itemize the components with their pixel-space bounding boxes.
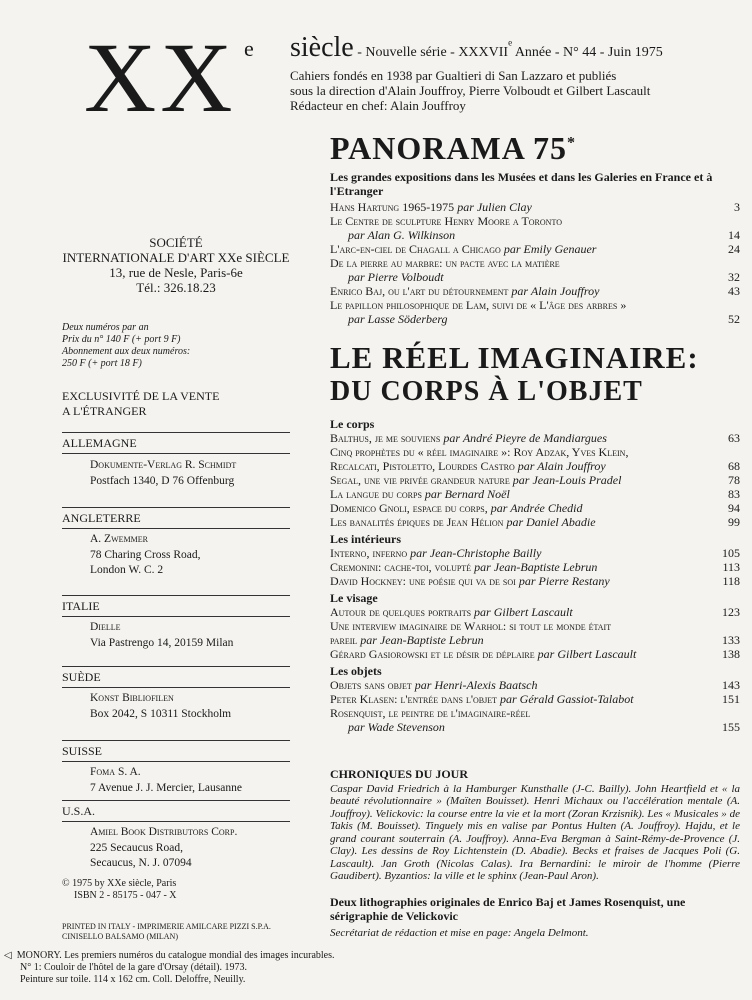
toc-title: David Hockney: une poésie qui va de soi: [330, 574, 516, 588]
secretariat-note: Secrétariat de rédaction et mise en page: Angela Delmont.: [330, 927, 589, 939]
caption-arrow-icon: ◁: [4, 950, 12, 961]
country-heading: ANGLETERRE: [62, 511, 141, 525]
panorama-title: [330, 130, 576, 167]
toc-entry[interactable]: [330, 574, 740, 588]
toc-title: Gérard Gasiorowski et le désir de déplaire: [330, 647, 535, 661]
toc-title: Segal, une vie privée grandeur nature: [330, 473, 510, 487]
toc-entry[interactable]: [330, 431, 740, 445]
toc-title: Cremonini: cache-toi, volupté: [330, 560, 472, 574]
toc-author: par Jean-Baptiste Lebrun: [471, 560, 598, 574]
society-phone: Tél.: 326.18.23: [136, 280, 216, 295]
price-line: Abonnement aux deux numéros:: [62, 346, 191, 357]
toc-page: 105: [722, 546, 740, 560]
exclusivity-block: [62, 389, 290, 419]
toc-author: par Alain Jouffroy: [508, 284, 600, 298]
toc-entry[interactable]: [330, 619, 740, 647]
divider: [62, 761, 290, 762]
distributor-address: Via Pastrengo 14, 20159 Milan: [90, 636, 234, 649]
toc-author: par Gérald Gassiot-Talabot: [497, 692, 634, 706]
toc-author: par Lasse Söderberg: [348, 312, 448, 326]
toc-author: par Jean-Christophe Bailly: [407, 546, 542, 560]
credits-line: Rédacteur en chef: Alain Jouffroy: [290, 98, 466, 113]
masthead-issue: Année - N° 44 - Juin 1975: [512, 45, 663, 60]
price-block: [62, 322, 290, 370]
main-toc: [330, 414, 740, 734]
toc-title: Peter Klasen: l'entrée dans l'objet: [330, 692, 497, 706]
toc-entry[interactable]: [330, 546, 740, 560]
distributor-name: Dielle: [90, 621, 121, 633]
toc-page: 118: [722, 574, 740, 588]
distributor: [90, 825, 300, 872]
chroniques-heading: CHRONIQUES DU JOUR: [330, 767, 469, 781]
toc-entry[interactable]: [330, 487, 740, 501]
printer-line: PRINTED IN ITALY - IMPRIMERIE AMILCARE PIZZI S.P.A.: [62, 922, 271, 931]
toc-entry[interactable]: [330, 678, 740, 692]
divider: [62, 666, 290, 667]
toc-author: par Alain Jouffroy: [514, 459, 606, 473]
panorama-toc: [330, 200, 740, 326]
toc-entry[interactable]: [330, 256, 740, 284]
panorama-star: *: [567, 134, 577, 152]
toc-author: par André Pieyre de Mandiargues: [440, 431, 607, 445]
divider: [62, 740, 290, 741]
panorama-title-text: PANORAMA 75: [330, 130, 568, 166]
toc-page: 143: [722, 678, 740, 692]
distributor-name: A. Zwemmer: [90, 533, 148, 545]
masthead-siecle: siècle: [290, 32, 354, 63]
toc-author: par Andrée Chedid: [487, 501, 583, 515]
toc-entry[interactable]: [330, 647, 740, 661]
toc-page: 138: [722, 647, 740, 661]
distributor: [90, 765, 300, 796]
masthead-e: e: [244, 36, 254, 61]
toc-title: Enrico Baj, ou l'art du détournement: [330, 284, 509, 298]
section-heading: Le corps: [330, 417, 375, 431]
society-block: [62, 235, 290, 295]
divider: [62, 453, 290, 454]
panorama-subtitle: Les grandes expositions dans les Musées et dans les Galeries en France et à l'Etranger: [330, 170, 713, 198]
toc-page: 63: [728, 431, 740, 445]
distributor: [90, 691, 300, 722]
toc-page: 99: [728, 515, 740, 529]
masthead-xx: XX: [84, 22, 237, 133]
masthead-credits: [290, 68, 740, 113]
society-line: INTERNATIONALE D'ART XXe SIÈCLE: [62, 250, 290, 265]
divider: [62, 687, 290, 688]
toc-entry[interactable]: [330, 706, 740, 734]
price-line: 250 F (+ port 18 F): [62, 358, 142, 369]
toc-title: Autour de quelques portraits: [330, 605, 472, 619]
toc-author: par Alan G. Wilkinson: [348, 228, 456, 242]
toc-entry[interactable]: [330, 214, 740, 242]
printer-block: [62, 922, 290, 942]
toc-page: 83: [728, 487, 740, 501]
toc-title: Balthus, je me souviens: [330, 431, 441, 445]
section-heading: Les objets: [330, 664, 382, 678]
toc-title: Hans Hartung 1965-1975: [330, 200, 455, 214]
country-heading: ITALIE: [62, 599, 100, 613]
credits-line: sous la direction d'Alain Jouffroy, Pierre Volboudt et Gilbert Lascault: [290, 83, 651, 98]
country-heading: ALLEMAGNE: [62, 436, 137, 450]
main-title-line1: LE RÉEL IMAGINAIRE:: [330, 340, 699, 375]
distributor-address: London W. C. 2: [90, 564, 164, 576]
toc-title: Recalcati, Pistoletto, Lourdes Castro: [330, 459, 515, 473]
toc-title: Une interview imaginaire de Warhol: si tout le monde était: [330, 619, 612, 633]
toc-title: L'arc-en-ciel de Chagall a Chicago: [330, 242, 501, 256]
toc-title: pareil: [330, 633, 358, 647]
toc-entry[interactable]: [330, 605, 740, 619]
toc-page: 155: [722, 720, 740, 734]
distributor-name: Amiel Book Distributors Corp.: [90, 826, 238, 838]
divider: [62, 800, 290, 801]
toc-page: 32: [728, 270, 740, 284]
lithographies-note: Deux lithographies originales de Enrico Baj et James Rosenquist, une sérigraphie de Velickovic: [330, 895, 686, 923]
toc-author: par Bernard Noël: [421, 487, 510, 501]
toc-author: par Pierre Restany: [515, 574, 610, 588]
exclusivity-line: EXCLUSIVITÉ DE LA VENTE: [62, 389, 220, 403]
toc-entry[interactable]: [330, 515, 740, 529]
toc-page: 94: [728, 501, 740, 515]
toc-author: par Henri-Alexis Baatsch: [411, 678, 538, 692]
distributor-address: Box 2042, S 10311 Stockholm: [90, 707, 232, 720]
toc-author: par Gilbert Lascault: [471, 605, 573, 619]
masthead-serie-sup: e: [508, 37, 513, 48]
toc-title: Le papillon philosophique de Lam, suivi de « L'âge des arbres »: [330, 298, 627, 312]
toc-page: 24: [728, 242, 740, 256]
country-heading: SUISSE: [62, 744, 103, 758]
image-caption: [4, 950, 444, 986]
toc-page: 133: [722, 633, 740, 647]
credits-line: Cahiers fondés en 1938 par Gualtieri di San Lazzaro et publiés: [290, 68, 617, 83]
toc-page: 123: [722, 605, 740, 619]
society-line: 13, rue de Nesle, Paris-6e: [109, 265, 243, 280]
divider: [62, 616, 290, 617]
toc-entry[interactable]: [330, 298, 740, 326]
distributor: [90, 620, 300, 651]
divider: [62, 507, 290, 508]
toc-page: 52: [728, 312, 740, 326]
copyright: © 1975 by XXe siècle, Paris: [62, 878, 177, 889]
toc-entry[interactable]: [330, 284, 740, 298]
toc-entry[interactable]: [330, 200, 740, 214]
chroniques-text: Caspar David Friedrich à la Hamburger Kunsthalle (J-C. Bailly). John Heartfield et « la beauté révolutionnaire » (Maïten Bouisset). Henri Michaux ou l'accélération mentale (A. Jouffroy). Velickovic: la course entre la vie et la mort (Zoran Krzisnik). Les « Musicales » de Takis (M. Bouisset). Tinguely mis en valise par Pontus Hulten (A. Jouffroy). Hajdu, et le grand courant souterrain (A. Jouffroy). Anna-Eva Bergman à Saint-Rémy-de-Provence (J. Clay). Les dessins de Roy Lichtenstein (D. Abadie). Becks et fraises de Jacques Poli (G. Lascault). Jan Groth (Nicolas Calas). Ira Bernardini: le miroir de l'homme (Pierre Gaudibert). Byzantios: la ville et le sphinx (Jean-Paul Aron).: [330, 782, 740, 882]
toc-page: 68: [728, 459, 740, 473]
caption-line: Peinture sur toile. 114 x 162 cm. Coll. Deloffre, Neuilly.: [20, 974, 246, 985]
distributor-name: Foma S. A.: [90, 766, 141, 778]
divider: [62, 432, 290, 433]
section-heading: Le visage: [330, 591, 378, 605]
distributor-name: Dokumente-Verlag R. Schmidt: [90, 459, 237, 471]
caption-line: MONORY. Les premiers numéros du catalogue mondial des images incurables.: [16, 950, 335, 961]
main-title-line2: DU CORPS À L'OBJET: [330, 376, 643, 407]
toc-author: par Wade Stevenson: [348, 720, 445, 734]
chroniques-block: [330, 768, 740, 883]
toc-page: 3: [734, 200, 740, 214]
toc-entry[interactable]: [330, 242, 740, 256]
toc-author: par Jean-Baptiste Lebrun: [357, 633, 484, 647]
toc-author: par Jean-Louis Pradel: [509, 473, 622, 487]
exclusivity-line: A L'ÉTRANGER: [62, 404, 147, 418]
toc-page: 14: [728, 228, 740, 242]
divider: [62, 595, 290, 596]
divider: [62, 528, 290, 529]
toc-entry[interactable]: [330, 473, 740, 487]
masthead-line: [290, 32, 663, 64]
copyright-block: [62, 878, 290, 902]
divider: [62, 821, 290, 822]
toc-title: Les banalités épiques de Jean Hélion: [330, 515, 504, 529]
toc-page: 43: [728, 284, 740, 298]
country-heading: U.S.A.: [62, 804, 96, 818]
toc-title: Domenico Gnoli, espace du corps,: [330, 501, 488, 515]
society-line: SOCIÉTÉ: [149, 235, 203, 250]
toc-author: par Pierre Volboudt: [348, 270, 444, 284]
toc-page: 151: [722, 692, 740, 706]
toc-entry[interactable]: [330, 445, 740, 473]
toc-title: Cinq prophètes du « réel imaginaire »: Roy Adzak, Yves Klein,: [330, 445, 629, 459]
distributor: [90, 458, 300, 489]
toc-title: Interno, inferno: [330, 546, 408, 560]
price-line: Deux numéros par an: [62, 322, 149, 333]
distributor-address: Postfach 1340, D 76 Offenburg: [90, 474, 235, 487]
toc-title: La langue du corps: [330, 487, 422, 501]
distributor-name: Konst Bibliofilen: [90, 692, 174, 704]
toc-author: par Daniel Abadie: [503, 515, 596, 529]
masthead-serie: - Nouvelle série - XXXVII: [353, 45, 509, 60]
distributor-address: 225 Secaucus Road,: [90, 841, 183, 854]
toc-author: par Gilbert Lascault: [534, 647, 637, 661]
toc-page: 78: [728, 473, 740, 487]
toc-title: De la pierre au marbre: un pacte avec la matière: [330, 256, 560, 270]
toc-page: 113: [722, 560, 740, 574]
caption-line: N° 1: Couloir de l'hôtel de la gare d'Orsay (détail). 1973.: [20, 962, 247, 973]
toc-entry[interactable]: [330, 501, 740, 515]
toc-entry[interactable]: [330, 560, 740, 574]
country-heading: SUÈDE: [62, 670, 101, 684]
section-heading: Les intérieurs: [330, 532, 401, 546]
distributor-address: Secaucus, N. J. 07094: [90, 857, 192, 869]
toc-title: Rosenquist, le peintre de l'imaginaire-réel: [330, 706, 531, 720]
distributor: [90, 532, 300, 579]
toc-title: Objets sans objet: [330, 678, 412, 692]
toc-author: par Emily Genauer: [500, 242, 597, 256]
distributor-address: 78 Charing Cross Road,: [90, 548, 201, 561]
distributor-address: 7 Avenue J. J. Mercier, Lausanne: [90, 781, 242, 794]
toc-title: Le Centre de sculpture Henry Moore a Toronto: [330, 214, 562, 228]
price-line: Prix du n° 140 F (+ port 9 F): [62, 334, 181, 345]
isbn: ISBN 2 - 85175 - 047 - X: [74, 890, 177, 901]
printer-line: CINISELLO BALSAMO (MILAN): [62, 932, 178, 941]
toc-author: par Julien Clay: [454, 200, 532, 214]
toc-entry[interactable]: [330, 692, 740, 706]
